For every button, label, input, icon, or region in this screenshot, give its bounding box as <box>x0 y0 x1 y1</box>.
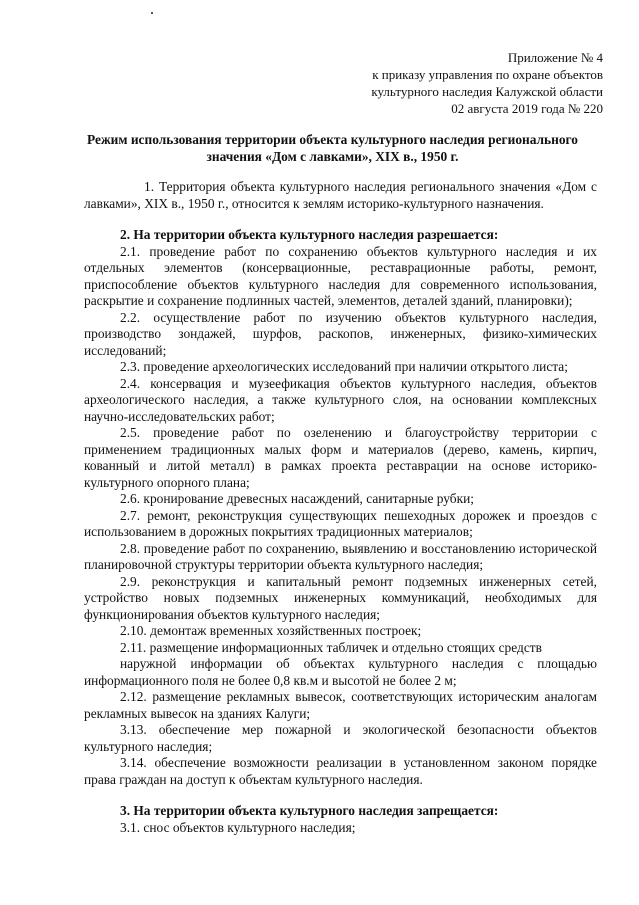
appendix-line: к приказу управления по охране объектов <box>372 67 603 82</box>
list-item: 2.3. проведение археологических исследований при наличии открытого листа; <box>120 359 568 374</box>
list-item: 3.14. обеспечение возможности реализации в установленном законом порядке права граждан на доступ к объектам культурного наследия. <box>84 755 597 787</box>
list-item: 2.12. размещение рекламных вывесок, соответствующих историческим аналогам рекламных вывесок на зданиях Калуги; <box>84 689 597 721</box>
list-item: 2.10. демонтаж временных хозяйственных построек; <box>120 623 422 638</box>
list-item: 3.13. обеспечение мер пожарной и экологической безопасности объектов культурного наследия; <box>84 722 597 754</box>
appendix-header <box>371 49 603 117</box>
appendix-line: культурного наследия Калужской области <box>371 84 603 99</box>
appendix-line: Приложение № 4 <box>507 50 603 65</box>
spacer <box>84 788 597 803</box>
list-item: 2.7. ремонт, реконструкция существующих пешеходных дорожек и проездов с использованием в дорожных покрытиях традиционных материалов; <box>84 507 597 539</box>
title-line: значения «Дом с лавками», XIX в., 1950 г. <box>206 149 459 164</box>
document-body <box>84 179 597 836</box>
list-item: 2.2. осуществление работ по изучению объектов культурного наследия, производство зондажей, шурфов, раскопов, инженерных, физико-химических исследований; <box>84 309 597 358</box>
list-item-continuation: наружной информации об объектах культурного наследия с площадью информационного поля не более 0,8 кв.м и высотой не более 2 м; <box>84 656 597 688</box>
list-item: 2.9. реконструкция и капитальный ремонт подземных инженерных сетей, устройство новых подземных инженерных коммуникаций, необходимых для функционирования объектов культурного наследия; <box>84 573 597 622</box>
document-title <box>60 131 605 165</box>
list-item: 2.8. проведение работ по сохранению, выявлению и восстановлению исторической планировочной структуры территории объекта культурного наследия; <box>84 540 597 572</box>
list-item: 2.6. кронирование древесных насаждений, санитарные рубки; <box>120 491 474 506</box>
section-heading-prohibited: 3. На территории объекта культурного наследия запрещается: <box>120 803 499 818</box>
list-item: 3.1. снос объектов культурного наследия; <box>120 819 356 835</box>
appendix-line: 02 августа 2019 года № 220 <box>451 101 603 116</box>
section-heading-allowed: 2. На территории объекта культурного наследия разрешается: <box>120 227 499 242</box>
scan-speck <box>151 12 153 14</box>
list-item: 2.1. проведение работ по сохранению объектов культурного наследия и их отдельных элементов (консервационные, реставрационные работы, ремонт, приспособление объектов культурного наследия для современного использования, раскрытие и сохранение подлинных частей, элементов, деталей зданий, планировки); <box>84 243 597 308</box>
paragraph-territory: 1. Территория объекта культурного наследия регионального значения «Дом с лавками», XIX в., 1950 г., относится к землям историко-культурного назначения. <box>84 179 597 211</box>
list-item: 2.11. размещение информационных табличек и отдельно стоящих средств <box>120 639 542 655</box>
list-item: 2.5. проведение работ по озеленению и благоустройству территории с применением традиционных малых форм и материалов (дерево, камень, кирпич, кованный и литой металл) в рамках проекта реставрации на основе историко-культурного опорного плана; <box>84 425 597 490</box>
title-line: Режим использования территории объекта культурного наследия регионального <box>87 132 578 147</box>
spacer <box>84 212 597 227</box>
list-item: 2.4. консервация и музеефикация объектов культурного наследия, объектов археологического наследия, а также культурного слоя, на основании комплексных научно-исследовательских работ; <box>84 375 597 424</box>
